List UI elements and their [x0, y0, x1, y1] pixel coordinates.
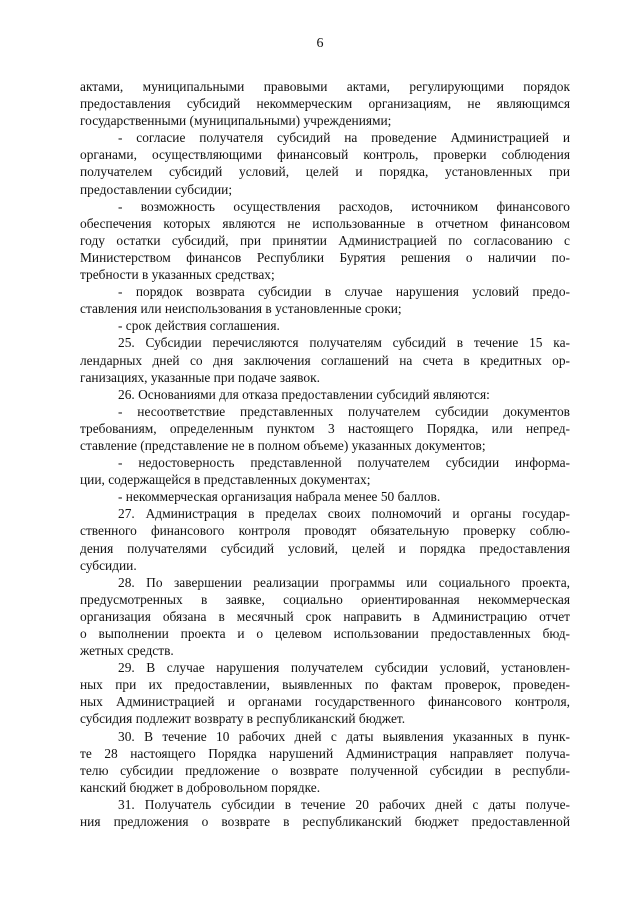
text-line: канский бюджет в добровольном порядке.: [80, 779, 321, 795]
text-line: ставление (представление не в полном объеме) указанных документов;: [80, 437, 486, 453]
text-line: ставления или неиспользования в установленные сроки;: [80, 301, 402, 317]
text-line: требованиям, определенным пунктом 3 настоящего Порядка, или непред-: [80, 420, 570, 436]
text-line: - некоммерческая организация набрала менее 50 баллов.: [118, 489, 441, 505]
paragraph: [80, 505, 570, 573]
text-line: Министерством финансов Республики Бурятия решения о наличии по-: [80, 249, 570, 265]
text-line: - порядок возврата субсидии в случае нарушения условий предо-: [118, 284, 570, 300]
text-line: 31. Получатель субсидии в течение 20 рабочих дней с даты получе-: [118, 796, 570, 812]
text-line: ственного финансового контроля проводят обязательную проверку соблю-: [80, 523, 570, 539]
text-line: ных Администрацией и органами государственного финансового контроля,: [80, 694, 570, 710]
text-line: предусмотренных в заявке, социально ориентированная некоммерческая: [80, 591, 570, 607]
paragraph: [80, 796, 570, 830]
paragraph: [80, 129, 570, 197]
text-line: обеспечения которых являются не использованные в отчетном финансовом: [80, 215, 570, 231]
text-line: - согласие получателя субсидий на проведение Администрацией и: [118, 130, 570, 146]
document-body: [80, 78, 570, 830]
text-line: - несоответствие представленных получателем субсидии документов: [118, 403, 570, 419]
paragraph: [80, 574, 570, 659]
text-line: субсидии.: [80, 557, 137, 573]
paragraph: [80, 386, 570, 403]
text-line: те 28 настоящего Порядка нарушений Администрация направляет получа-: [80, 745, 570, 761]
paragraph: [80, 317, 570, 334]
paragraph: [80, 728, 570, 796]
text-line: 28. По завершении реализации программы или социального проекта,: [118, 574, 570, 590]
text-line: году остатки субсидий, при принятии Администрацией по согласованию с: [80, 232, 570, 248]
text-line: государственными (муниципальными) учреждениями;: [80, 113, 392, 129]
text-line: дения получателями субсидий условий, целей и порядка предоставления: [80, 540, 570, 556]
text-line: требности в указанных средствах;: [80, 267, 275, 283]
text-line: получателем субсидий условий, целей и порядка, установленных при: [80, 164, 570, 180]
text-line: предоставлении субсидии;: [80, 181, 233, 197]
text-line: - возможность осуществления расходов, источником финансового: [118, 198, 570, 214]
paragraph: [80, 78, 570, 129]
text-line: 26. Основаниями для отказа предоставлении субсидий являются:: [118, 386, 490, 402]
paragraph: [80, 403, 570, 454]
text-line: предоставления субсидий некоммерческим организациям, не являющимся: [80, 96, 570, 112]
text-line: телю субсидии предложение о возврате полученной субсидии в республи-: [80, 762, 570, 778]
text-line: ганизациях, указанные при подаче заявок.: [80, 369, 320, 385]
text-line: 30. В течение 10 рабочих дней с даты выявления указанных в пунк-: [118, 728, 570, 744]
text-line: - недостоверность представленной получателем субсидии информа-: [118, 455, 570, 471]
paragraph: [80, 198, 570, 283]
text-line: жетных средств.: [80, 643, 174, 659]
text-line: организация обязана в месячный срок направить в Администрацию отчет: [80, 608, 570, 624]
text-line: 29. В случае нарушения получателем субсидии условий, установлен-: [118, 660, 570, 676]
paragraph: [80, 454, 570, 488]
paragraph: [80, 283, 570, 317]
text-line: - срок действия соглашения.: [118, 318, 280, 334]
paragraph: [80, 334, 570, 385]
paragraph: [80, 659, 570, 727]
text-line: 25. Субсидии перечисляются получателям субсидий в течение 15 ка-: [118, 335, 570, 351]
text-line: актами, муниципальными правовыми актами, регулирующими порядок: [80, 79, 570, 94]
text-line: о выполнении проекта и о целевом использовании предоставленных бюд-: [80, 626, 570, 641]
page-number: 6: [316, 36, 324, 51]
text-line: органами, осуществляющими финансовый контроль, проверки соблюдения: [80, 147, 570, 163]
paragraph: [80, 488, 570, 505]
text-line: лендарных дней со дня заключения соглашений на счета в кредитных ор-: [80, 352, 570, 368]
text-line: ции, содержащейся в представленных документах;: [80, 472, 371, 488]
text-line: 27. Администрация в пределах своих полномочий и органы государ-: [118, 506, 570, 522]
text-line: ния предложения о возврате в республиканский бюджет предоставленной: [80, 814, 570, 830]
text-line: ных при их предоставлении, выявленных по фактам проверок, проведен-: [80, 677, 570, 693]
text-line: субсидия подлежит возврату в республиканский бюджет.: [80, 711, 406, 727]
